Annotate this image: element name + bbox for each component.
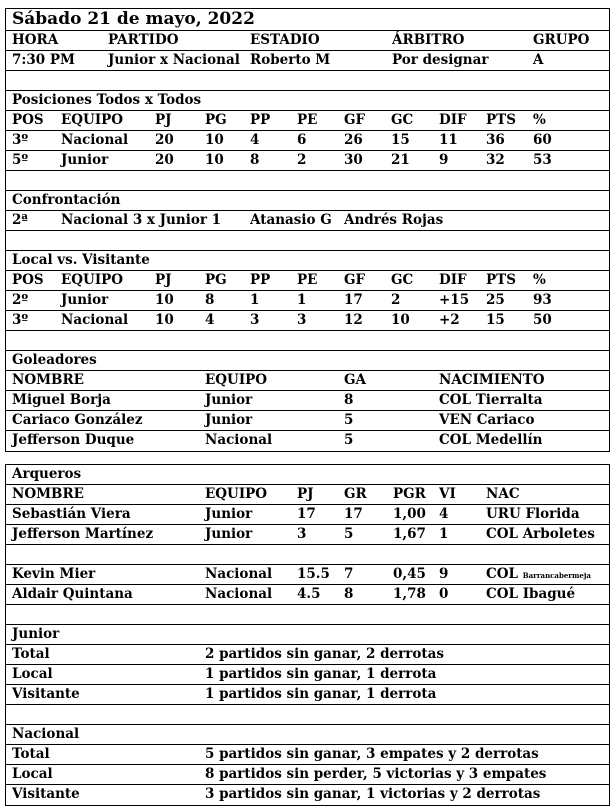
section-title: Arqueros: [12, 466, 82, 482]
cell: Nacional: [205, 432, 273, 448]
cell: Jefferson Martínez: [12, 526, 154, 542]
cell: 1,78: [393, 586, 426, 602]
streak-label: Local: [12, 666, 53, 682]
cell: 3: [250, 312, 260, 328]
scorers-title-row: [6, 351, 609, 371]
cell: 4.5: [297, 586, 321, 602]
col-pgr: PGR: [393, 486, 426, 502]
cell: 0: [439, 586, 449, 602]
col-pg: PG: [205, 112, 227, 128]
cell: 32: [486, 152, 505, 168]
section-title: Confrontación: [12, 192, 121, 208]
cell: 5: [344, 526, 354, 542]
cell: 12: [344, 312, 363, 328]
col-equipo: EQUIPO: [205, 486, 268, 502]
section-title: Posiciones Todos x Todos: [12, 92, 202, 108]
col-pos: POS: [12, 272, 44, 288]
streak-row: [6, 665, 609, 685]
table-row: [6, 151, 609, 171]
col-pe: PE: [297, 272, 318, 288]
cell: 4: [205, 312, 215, 328]
streak-value: 5 partidos sin ganar, 3 empates y 2 derrotas: [205, 746, 539, 762]
col-nombre: NOMBRE: [12, 486, 84, 502]
cell: 1: [297, 292, 307, 308]
match-values-row: [6, 51, 609, 71]
col-gc: GC: [391, 272, 414, 288]
col-equipo: EQUIPO: [205, 372, 268, 388]
streak-label: Visitante: [12, 786, 80, 802]
cell: Jefferson Duque: [12, 432, 135, 448]
cell: 36: [486, 132, 505, 148]
table-row: [6, 131, 609, 151]
header-grupo: GRUPO: [533, 32, 590, 48]
cell: 4: [439, 506, 449, 522]
cell: Junior: [205, 506, 253, 522]
cell: 30: [344, 152, 363, 168]
cell: 9: [439, 566, 449, 582]
cell: 11: [439, 132, 458, 148]
cell: 10: [155, 312, 174, 328]
cell: 25: [486, 292, 505, 308]
cell: 3: [297, 526, 307, 542]
confrontation-referee: Andrés Rojas: [344, 212, 444, 228]
cell: Aldair Quintana: [12, 586, 133, 602]
streak-label: Total: [12, 746, 50, 762]
match-info-table: [5, 8, 610, 452]
spacer-row: [6, 705, 609, 725]
spacer-row: [6, 171, 609, 191]
streak-value: 8 partidos sin perder, 5 victorias y 3 empates: [205, 766, 547, 782]
scorers-header-row: [6, 371, 609, 391]
cell: 5: [344, 412, 354, 428]
table-row: [6, 565, 609, 585]
page-title: Sábado 21 de mayo, 2022: [12, 9, 255, 29]
spacer-row: [6, 545, 609, 565]
standings-all-title-row: [6, 91, 609, 111]
cell: [486, 565, 591, 585]
junior-streak-title-row: [6, 625, 609, 645]
cell: 17: [344, 506, 363, 522]
confrontation-stadium: Atanasio G: [250, 212, 332, 228]
col-gr: GR: [344, 486, 367, 502]
col-pct: %: [533, 112, 546, 128]
cell: 9: [439, 152, 449, 168]
home-away-title-row: [6, 251, 609, 271]
streak-row: [6, 785, 609, 805]
cell: 26: [344, 132, 363, 148]
streak-row: [6, 645, 609, 665]
cell: 8: [344, 586, 354, 602]
col-gc: GC: [391, 112, 414, 128]
goalkeepers-title-row: [6, 465, 609, 485]
col-pe: PE: [297, 112, 318, 128]
cell: 15: [486, 312, 505, 328]
cell: 4: [250, 132, 260, 148]
confrontation-row: [6, 211, 609, 231]
spacer-row: [6, 231, 609, 251]
cell: 1,00: [393, 506, 426, 522]
col-dif: DIF: [439, 272, 467, 288]
col-gf: GF: [344, 112, 366, 128]
cell: 8: [205, 292, 215, 308]
table-row: [6, 525, 609, 545]
streak-value: 1 partidos sin ganar, 1 derrota: [205, 686, 437, 702]
match-header-row: [6, 31, 609, 51]
section-title: Local vs. Visitante: [12, 252, 150, 268]
cell: Kevin Mier: [12, 566, 96, 582]
streak-row: [6, 745, 609, 765]
streak-value: 3 partidos sin ganar, 1 victorias y 2 derrotas: [205, 786, 541, 802]
col-pp: PP: [250, 112, 271, 128]
col-pj: PJ: [297, 486, 314, 502]
col-nacimiento: NACIMIENTO: [439, 372, 545, 388]
cell: 20: [155, 132, 174, 148]
match-teams: Junior x Nacional: [108, 52, 240, 68]
birthplace-small: Barrancabermeja: [522, 571, 591, 580]
header-hora: HORA: [12, 32, 59, 48]
col-pts: PTS: [486, 272, 516, 288]
cell: Junior: [61, 152, 109, 168]
cell: VEN Cariaco: [439, 412, 535, 428]
standings-all-header-row: [6, 111, 609, 131]
col-pct: %: [533, 272, 546, 288]
streak-label: Local: [12, 766, 53, 782]
cell: 20: [155, 152, 174, 168]
header-estadio: ESTADIO: [250, 32, 320, 48]
table-row: [6, 391, 609, 411]
col-pj: PJ: [155, 112, 172, 128]
col-nac: NAC: [486, 486, 520, 502]
cell: Cariaco González: [12, 412, 143, 428]
spacer-row: [6, 71, 609, 91]
table-row: [6, 291, 609, 311]
col-pp: PP: [250, 272, 271, 288]
cell: 53: [533, 152, 552, 168]
col-pos: POS: [12, 112, 44, 128]
cell: Nacional: [61, 312, 129, 328]
table-row: [6, 505, 609, 525]
table-row: [6, 585, 609, 605]
col-pg: PG: [205, 272, 227, 288]
cell: Miguel Borja: [12, 392, 111, 408]
cell: Sebastián Viera: [12, 506, 131, 522]
col-equipo: EQUIPO: [61, 272, 124, 288]
cell: 2º: [12, 292, 29, 308]
col-gf: GF: [344, 272, 366, 288]
cell: 0,45: [393, 566, 426, 582]
spacer-row: [6, 605, 609, 625]
section-title: Junior: [12, 626, 60, 642]
cell: Nacional: [205, 566, 273, 582]
confrontation-result: Nacional 3 x Junior 1: [61, 212, 222, 228]
cell: 17: [297, 506, 316, 522]
nacional-streak-title-row: [6, 725, 609, 745]
cell: 10: [205, 132, 224, 148]
cell: 1: [250, 292, 260, 308]
cell: 50: [533, 312, 552, 328]
cell: 10: [391, 312, 410, 328]
cell: Nacional: [205, 586, 273, 602]
cell: 3: [297, 312, 307, 328]
table-row: [6, 411, 609, 431]
col-pj: PJ: [155, 272, 172, 288]
cell: 10: [155, 292, 174, 308]
col-pts: PTS: [486, 112, 516, 128]
cell: 15.5: [297, 566, 330, 582]
match-group: A: [533, 52, 544, 68]
cell: 5º: [12, 152, 29, 168]
cell: Junior: [205, 412, 253, 428]
goalkeepers-streaks-table: [5, 464, 610, 806]
col-vi: VI: [439, 486, 456, 502]
cell: +15: [439, 292, 470, 308]
cell: Junior: [61, 292, 109, 308]
cell: 5: [344, 432, 354, 448]
spacer-row: [6, 331, 609, 351]
header-arbitro: ÁRBITRO: [392, 32, 465, 48]
cell: 1: [439, 526, 449, 542]
match-stadium: Roberto M: [250, 52, 331, 68]
cell: 3º: [12, 132, 29, 148]
cell: Junior: [205, 526, 253, 542]
cell: 21: [391, 152, 410, 168]
cell: 2: [297, 152, 307, 168]
col-ga: GA: [344, 372, 367, 388]
cell: +2: [439, 312, 460, 328]
match-referee: Por designar: [392, 52, 489, 68]
cell: COL Arboletes: [486, 526, 595, 542]
home-away-header-row: [6, 271, 609, 291]
cell: 8: [344, 392, 354, 408]
col-dif: DIF: [439, 112, 467, 128]
goalkeepers-header-row: [6, 485, 609, 505]
section-title: Nacional: [12, 726, 80, 742]
col-equipo: EQUIPO: [61, 112, 124, 128]
date-title-row: [6, 9, 609, 31]
match-time: 7:30 PM: [12, 52, 75, 68]
streak-label: Visitante: [12, 686, 80, 702]
cell: 8: [250, 152, 260, 168]
table-row: [6, 311, 609, 331]
confrontation-title-row: [6, 191, 609, 211]
cell: 1,67: [393, 526, 426, 542]
cell: URU Florida: [486, 506, 580, 522]
cell: 6: [297, 132, 307, 148]
cell: COL Medellín: [439, 432, 543, 448]
streak-row: [6, 685, 609, 705]
cell: Nacional: [61, 132, 129, 148]
cell: 60: [533, 132, 552, 148]
cell: 17: [344, 292, 363, 308]
section-title: Goleadores: [12, 352, 97, 368]
confrontation-number: 2ª: [12, 212, 28, 228]
streak-label: Total: [12, 646, 50, 662]
cell: Junior: [205, 392, 253, 408]
country-code: COL: [486, 566, 518, 582]
cell: 10: [205, 152, 224, 168]
streak-value: 1 partidos sin ganar, 1 derrota: [205, 666, 437, 682]
cell: 93: [533, 292, 552, 308]
cell: 2: [391, 292, 401, 308]
cell: COL Ibagué: [486, 586, 576, 602]
streak-value: 2 partidos sin ganar, 2 derrotas: [205, 646, 444, 662]
cell: 3º: [12, 312, 29, 328]
header-partido: PARTIDO: [108, 32, 179, 48]
streak-row: [6, 765, 609, 785]
cell: 15: [391, 132, 410, 148]
col-nombre: NOMBRE: [12, 372, 84, 388]
cell: 7: [344, 566, 354, 582]
cell: COL Tierralta: [439, 392, 543, 408]
table-row: [6, 431, 609, 451]
